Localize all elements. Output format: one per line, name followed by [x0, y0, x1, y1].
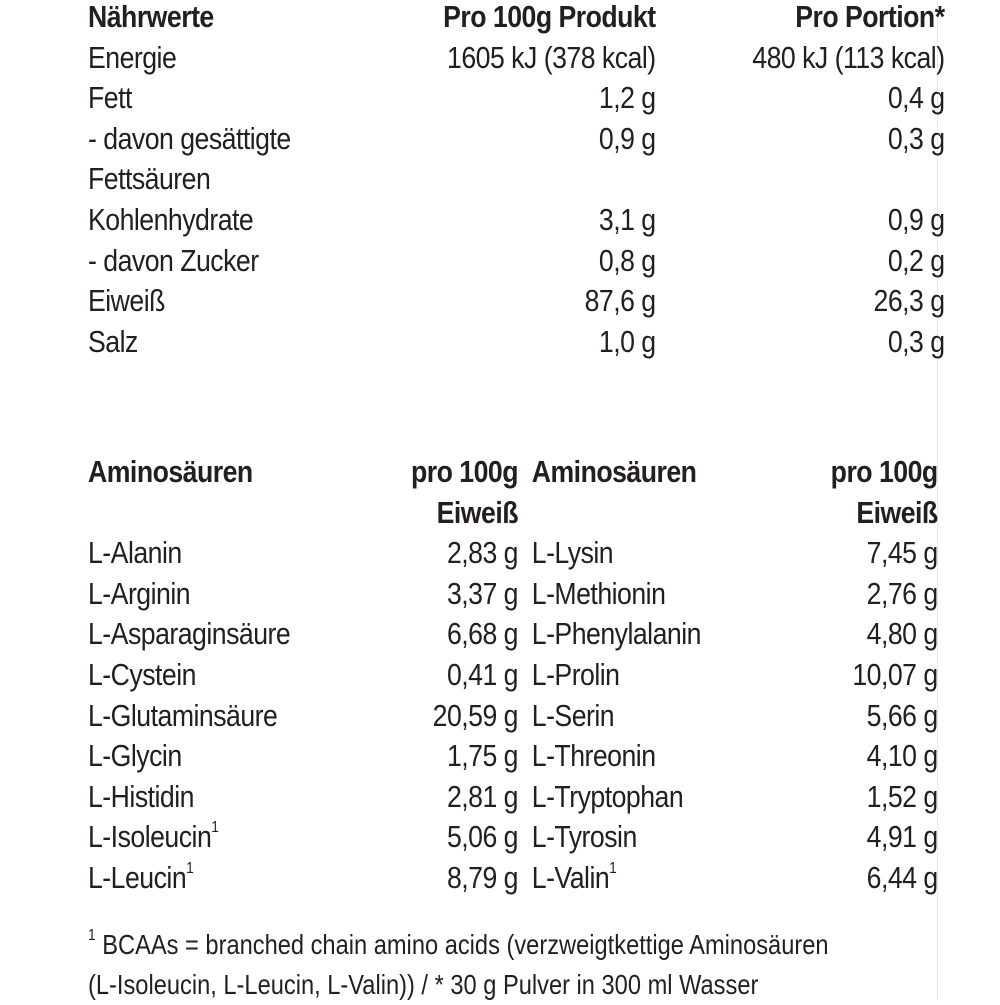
footnote-line-2: (L-Isoleucin, L-Leucin, L-Valin)) / * 30 g Pulver in 300 ml Wasser — [88, 969, 759, 1000]
amino-value-right-text: 2,76 g — [866, 575, 938, 611]
amino-value-right-text: 5,66 g — [866, 697, 938, 733]
amino-name-right-text: L-Methionin — [531, 575, 666, 611]
nutrient-name: - davon gesättigte — [88, 120, 291, 156]
amino-name-left-text: L-Histidin — [88, 778, 194, 814]
amino-header-row — [88, 452, 938, 493]
nutrition-rows — [88, 39, 945, 366]
amino-value-right-text: 10,07 g — [852, 656, 938, 692]
footnote-line-1 — [88, 925, 829, 965]
amino-name-right-text: L-Serin — [531, 697, 615, 733]
amino-value-left-text: 2,83 g — [446, 535, 518, 571]
page-edge — [937, 0, 1000, 1000]
footnote-text-1: BCAAs = branched chain amino acids (verzweigtkettige Aminosäuren — [95, 929, 829, 960]
amino-name-left-text: L-Cystein — [88, 656, 196, 692]
amino-value-right-text: 7,45 g — [866, 535, 938, 571]
nutrient-per-portion: 0,4 g — [887, 80, 945, 116]
amino-row — [88, 817, 938, 858]
nutrition-row — [88, 322, 945, 363]
amino-header-unit-right: pro 100g — [830, 454, 938, 489]
nutrient-name: Energie — [88, 39, 177, 75]
nutrient-per-100g: 0,9 g — [598, 120, 656, 156]
nutrient-per-portion: 0,9 g — [887, 201, 945, 237]
amino-value-right — [88, 533, 938, 574]
amino-name-left-text: L-Glycin — [88, 738, 182, 774]
amino-value-right-text: 4,80 g — [866, 616, 938, 652]
nutrient-name: - davon Zucker — [88, 242, 259, 278]
amino-row — [88, 696, 938, 737]
nutrition-row — [88, 159, 821, 200]
amino-header-label-left: Aminosäuren — [88, 454, 253, 489]
amino-row — [88, 533, 938, 574]
nutrition-header-row — [88, 0, 945, 38]
amino-name-left-text: L-Arginin — [88, 575, 191, 611]
amino-header-unit-left: pro 100g — [410, 454, 518, 489]
amino-row — [88, 614, 938, 655]
amino-header-unit-left-2: Eiweiß — [436, 494, 518, 530]
amino-name-right-text: L-Phenylalanin — [531, 616, 701, 652]
bcaa-footnote-marker: 1 — [609, 859, 617, 877]
amino-name-right-text: L-Tyrosin — [531, 819, 637, 855]
amino-name-right-text: L-Valin — [531, 859, 610, 895]
nutrient-per-100g: 1,2 g — [598, 80, 656, 116]
amino-row — [88, 574, 938, 615]
nutrient-per-portion: 0,3 g — [887, 120, 945, 156]
amino-row — [88, 858, 938, 899]
amino-name-right-text: L-Threonin — [531, 738, 656, 774]
amino-value-right — [88, 817, 938, 858]
nutrient-per-portion: 26,3 g — [873, 283, 945, 319]
bcaa-footnote-marker: 1 — [211, 819, 219, 837]
nutrient-per-100g: 1605 kJ (378 kcal) — [447, 39, 656, 75]
nutrition-row — [88, 241, 945, 282]
amino-name-right-text: L-Lysin — [531, 535, 614, 571]
amino-value-right — [88, 655, 938, 696]
amino-value-left-text: 0,41 g — [446, 656, 518, 692]
nutrient-per-100g: 87,6 g — [584, 283, 656, 319]
amino-header-row-2 — [88, 493, 938, 534]
nutrition-row — [88, 200, 945, 241]
amino-name-left-text: L-Glutaminsäure — [88, 697, 278, 733]
nutrient-per-100g: 0,8 g — [598, 242, 656, 278]
amino-value-left-text: 20,59 g — [432, 697, 518, 733]
amino-value-right — [88, 696, 938, 737]
amino-value-right — [88, 574, 938, 615]
amino-header-unit-right-2: Eiweiß — [856, 494, 938, 530]
nutrient-name: Fettsäuren — [88, 161, 211, 197]
amino-value-right-text: 6,44 g — [866, 859, 938, 895]
amino-value-right — [88, 777, 938, 818]
footnote — [88, 925, 829, 1005]
amino-value-left-text: 2,81 g — [446, 778, 518, 814]
amino-row — [88, 777, 938, 818]
nutrient-per-portion: 0,3 g — [887, 323, 945, 359]
nutrient-per-portion: 480 kJ (113 kcal) — [752, 39, 945, 75]
nutrition-table — [88, 0, 945, 365]
bcaa-footnote-marker: 1 — [186, 859, 194, 877]
amino-value-left-text: 1,75 g — [446, 738, 518, 774]
amino-name-right-text: L-Tryptophan — [531, 778, 684, 814]
amino-rows — [88, 533, 940, 898]
amino-row — [88, 655, 938, 696]
nutrition-header-label: Nährwerte — [88, 0, 214, 34]
amino-name-right-text: L-Prolin — [531, 656, 620, 692]
amino-value-right-text: 1,52 g — [866, 778, 938, 814]
footnote-marker: 1 — [88, 927, 96, 944]
nutrient-per-portion: 0,2 g — [887, 242, 945, 278]
amino-value-left-text: 5,06 g — [446, 819, 518, 855]
amino-name-left-text: L-Isoleucin — [88, 819, 212, 855]
nutrition-row — [88, 78, 945, 119]
amino-value-left-text: 8,79 g — [446, 859, 518, 895]
amino-row — [88, 736, 938, 777]
nutrient-name: Fett — [88, 80, 132, 116]
nutrition-row — [88, 38, 945, 79]
nutrition-header-per-portion: Pro Portion* — [795, 0, 945, 34]
amino-name-left-text: L-Alanin — [88, 535, 182, 571]
amino-value-left-text: 3,37 g — [446, 575, 518, 611]
nutrient-per-100g: 1,0 g — [598, 323, 656, 359]
amino-header-label-right: Aminosäuren — [531, 454, 697, 489]
amino-value-right — [88, 858, 938, 899]
amino-value-left-text: 6,68 g — [446, 616, 518, 652]
amino-acid-table — [88, 452, 940, 899]
nutrient-name: Eiweiß — [88, 283, 165, 319]
amino-name-left-text: L-Leucin — [88, 859, 187, 895]
amino-value-right-text: 4,91 g — [866, 819, 938, 855]
amino-value-right-text: 4,10 g — [866, 738, 938, 774]
nutrition-row — [88, 281, 945, 322]
nutrient-name: Salz — [88, 323, 138, 359]
amino-name-left-text: L-Asparaginsäure — [88, 616, 291, 652]
amino-value-right — [88, 614, 938, 655]
nutrition-row — [88, 119, 945, 160]
nutrition-header-per-100g: Pro 100g Produkt — [443, 0, 656, 34]
nutrient-name: Kohlenhydrate — [88, 201, 254, 237]
amino-value-right — [88, 736, 938, 777]
nutrient-per-100g: 3,1 g — [598, 201, 656, 237]
